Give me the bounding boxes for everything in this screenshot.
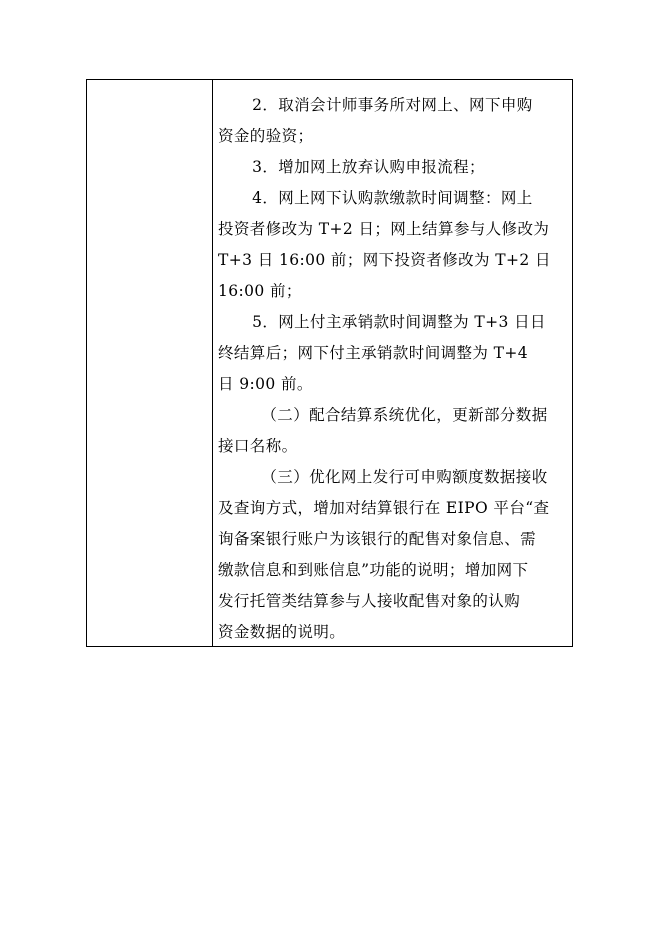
content-table — [86, 79, 573, 647]
item-2-line-1: 2．取消会计师事务所对网上、网下申购 — [252, 96, 533, 114]
section-3-line-4: 缴款信息和到账信息”功能的说明；增加网下 — [218, 561, 529, 579]
item-4-line-2: 投资者修改为 T+2 日；网上结算参与人修改为 — [218, 220, 550, 238]
table-right-cell — [213, 80, 572, 646]
section-3-line-6: 资金数据的说明。 — [218, 623, 346, 641]
item-4-paragraph — [218, 183, 568, 307]
item-4-line-4: 16:00 前； — [218, 282, 302, 300]
section-3-line-5: 发行托管类结算参与人接收配售对象的认购 — [218, 592, 521, 610]
section-2-line-1: （二）配合结算系统优化，更新部分数据 — [261, 406, 548, 424]
section-3-paragraph — [218, 462, 568, 648]
section-3-line-2: 及查询方式，增加对结算银行在 EIPO 平台“查 — [218, 499, 550, 517]
section-2-paragraph — [218, 400, 568, 462]
item-2-line-2: 资金的验资； — [218, 127, 314, 145]
item-3-line-1: 3．增加网上放弃认购申报流程； — [252, 158, 485, 176]
item-2-paragraph — [218, 90, 568, 152]
section-2-line-2: 接口名称。 — [218, 437, 298, 455]
item-5-line-1: 5．网上付主承销款时间调整为 T+3 日日 — [252, 313, 546, 331]
item-3-paragraph — [218, 152, 568, 183]
item-4-line-1: 4．网上网下认购款缴款时间调整：网上 — [252, 189, 533, 207]
section-3-line-3: 询备案银行账户为该银行的配售对象信息、需 — [218, 530, 537, 548]
section-3-line-1: （三）优化网上发行可申购额度数据接收 — [261, 468, 548, 486]
item-5-paragraph — [218, 307, 568, 400]
item-4-line-3: T+3 日 16:00 前；网下投资者修改为 T+2 日 — [218, 251, 551, 269]
item-5-line-2: 终结算后；网下付主承销款时间调整为 T+4 — [218, 344, 529, 362]
item-5-line-3: 日 9:00 前。 — [218, 375, 313, 393]
